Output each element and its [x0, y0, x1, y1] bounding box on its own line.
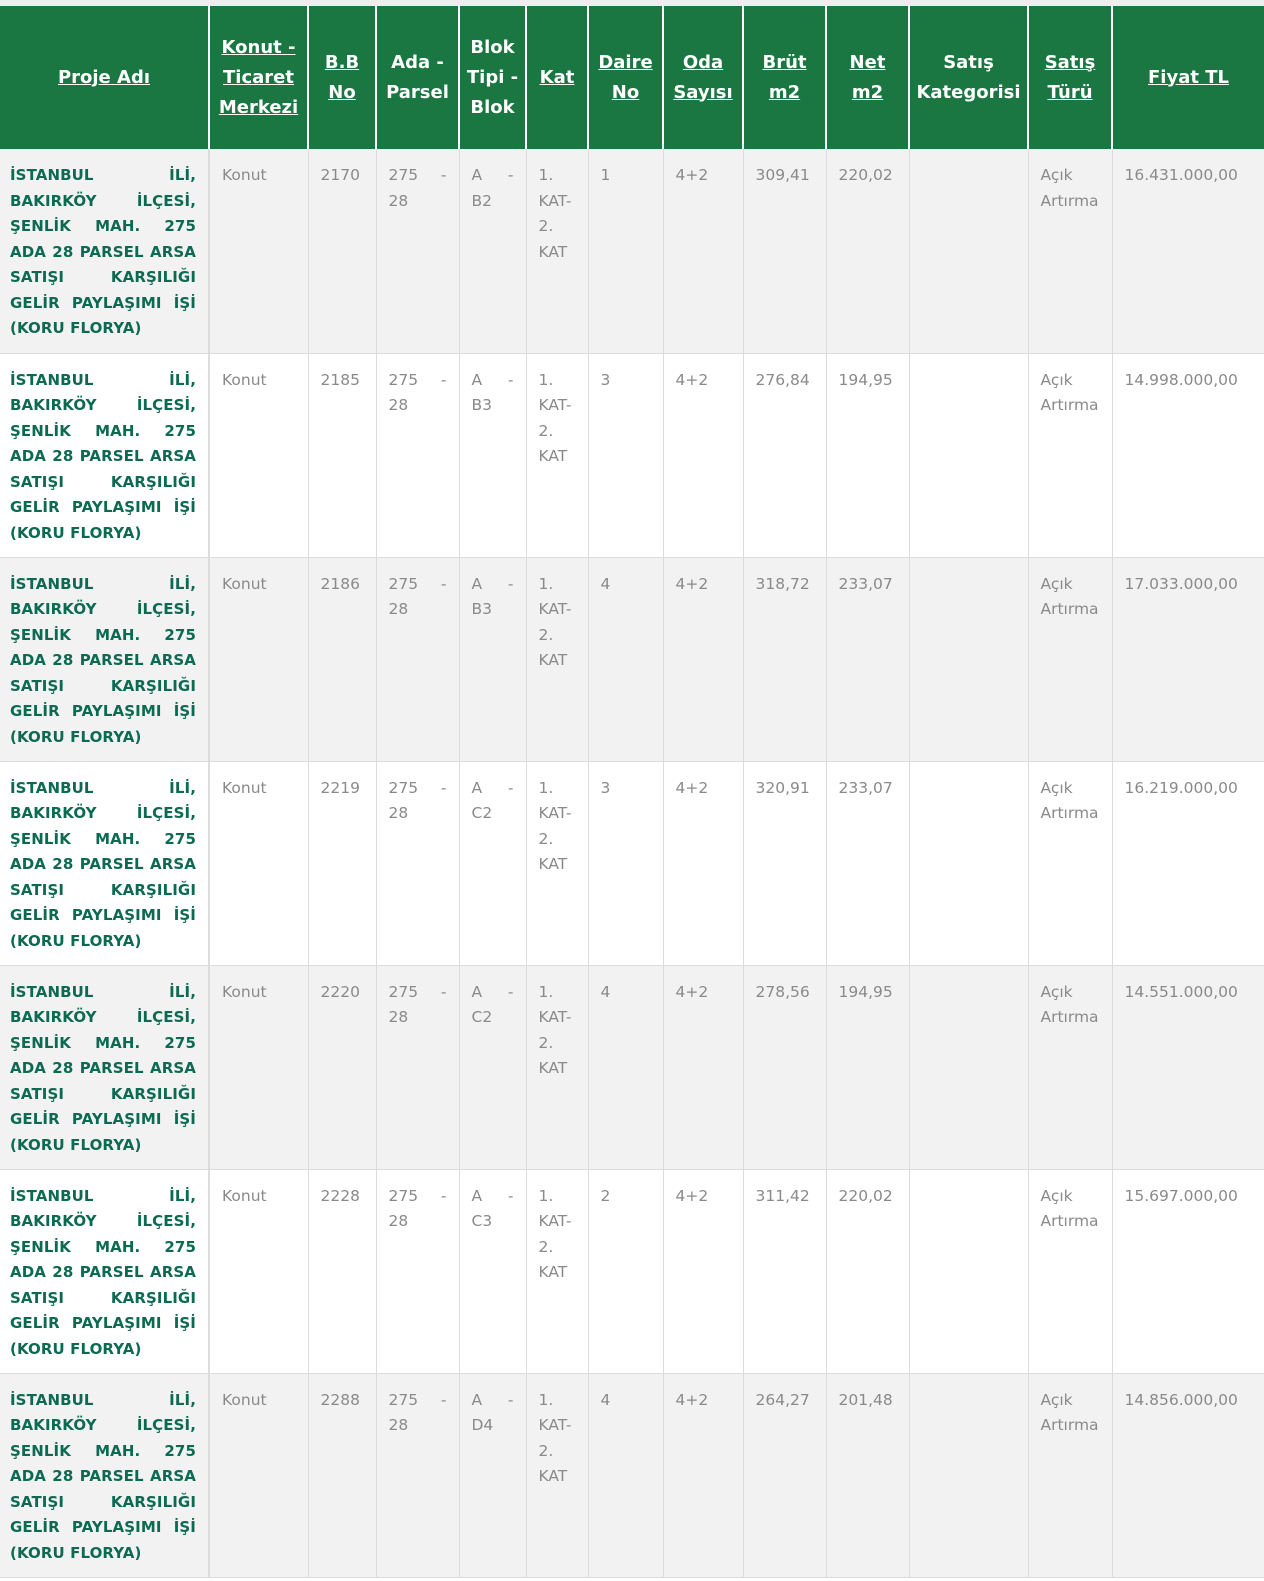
cell-bb: 2185 [308, 353, 376, 557]
cell-bb: 2170 [308, 149, 376, 353]
cell-net: 194,95 [826, 353, 909, 557]
cell-tur: Açık Artırma [1028, 353, 1112, 557]
column-header-ada [376, 6, 459, 149]
cell-fiyat: 14.551.000,00 [1112, 965, 1264, 1169]
column-header-kateg [909, 6, 1028, 149]
column-header-brut[interactable] [743, 6, 826, 149]
cell-tur: Açık Artırma [1028, 761, 1112, 965]
column-header-label[interactable]: Brüt m2 [762, 51, 807, 103]
cell-blok: A - C2 [459, 761, 526, 965]
column-header-label: Ada - Parsel [386, 51, 449, 103]
column-header-label[interactable]: B.B No [324, 51, 360, 103]
cell-konut: Konut [209, 353, 308, 557]
column-header-oda[interactable] [663, 6, 743, 149]
cell-kat: 1. KAT- 2. KAT [526, 1169, 588, 1373]
column-header-blok [459, 6, 526, 149]
cell-tur: Açık Artırma [1028, 557, 1112, 761]
cell-proje[interactable]: İSTANBUL İLİ, BAKIRKÖY İLÇESİ, ŞENLİK MAH. 275 ADA 28 PARSEL ARSA SATIŞI KARŞILIĞI GELİR PAYLAŞIMI İŞİ (KORU FLORYA) [0, 761, 209, 965]
cell-ada: 275 - 28 [376, 1373, 459, 1577]
cell-blok: A - C2 [459, 965, 526, 1169]
cell-fiyat: 16.431.000,00 [1112, 149, 1264, 353]
cell-net: 201,48 [826, 1373, 909, 1577]
column-header-label: Satış Kategorisi [916, 51, 1021, 103]
table-body [0, 149, 1264, 1577]
cell-net: 233,07 [826, 557, 909, 761]
cell-kat: 1. KAT- 2. KAT [526, 149, 588, 353]
cell-kat: 1. KAT- 2. KAT [526, 761, 588, 965]
cell-tur: Açık Artırma [1028, 965, 1112, 1169]
cell-proje[interactable]: İSTANBUL İLİ, BAKIRKÖY İLÇESİ, ŞENLİK MAH. 275 ADA 28 PARSEL ARSA SATIŞI KARŞILIĞI GELİR PAYLAŞIMI İŞİ (KORU FLORYA) [0, 353, 209, 557]
cell-brut: 318,72 [743, 557, 826, 761]
column-header-label[interactable]: Kat [539, 66, 575, 88]
cell-kat: 1. KAT- 2. KAT [526, 353, 588, 557]
cell-brut: 320,91 [743, 761, 826, 965]
cell-oda: 4+2 [663, 761, 743, 965]
cell-brut: 278,56 [743, 965, 826, 1169]
column-header-label[interactable]: Satış Türü [1044, 51, 1096, 103]
cell-daire: 3 [588, 761, 663, 965]
cell-daire: 4 [588, 1373, 663, 1577]
column-header-net[interactable] [826, 6, 909, 149]
cell-kat: 1. KAT- 2. KAT [526, 1373, 588, 1577]
column-header-label[interactable]: Net m2 [849, 51, 886, 103]
column-header-label[interactable]: Proje Adı [57, 66, 151, 88]
cell-konut: Konut [209, 1373, 308, 1577]
cell-bb: 2219 [308, 761, 376, 965]
cell-fiyat: 15.697.000,00 [1112, 1169, 1264, 1373]
column-header-kat[interactable] [526, 6, 588, 149]
cell-konut: Konut [209, 761, 308, 965]
cell-proje[interactable]: İSTANBUL İLİ, BAKIRKÖY İLÇESİ, ŞENLİK MAH. 275 ADA 28 PARSEL ARSA SATIŞI KARŞILIĞI GELİR PAYLAŞIMI İŞİ (KORU FLORYA) [0, 965, 209, 1169]
cell-net: 233,07 [826, 761, 909, 965]
cell-proje[interactable]: İSTANBUL İLİ, BAKIRKÖY İLÇESİ, ŞENLİK MAH. 275 ADA 28 PARSEL ARSA SATIŞI KARŞILIĞI GELİR PAYLAŞIMI İŞİ (KORU FLORYA) [0, 1373, 209, 1577]
table-row[interactable] [0, 149, 1264, 353]
cell-daire: 3 [588, 353, 663, 557]
cell-daire: 1 [588, 149, 663, 353]
column-header-bb[interactable] [308, 6, 376, 149]
cell-blok: A - B2 [459, 149, 526, 353]
cell-konut: Konut [209, 965, 308, 1169]
table-header [0, 6, 1264, 149]
column-header-tur[interactable] [1028, 6, 1112, 149]
cell-proje[interactable]: İSTANBUL İLİ, BAKIRKÖY İLÇESİ, ŞENLİK MAH. 275 ADA 28 PARSEL ARSA SATIŞI KARŞILIĞI GELİR PAYLAŞIMI İŞİ (KORU FLORYA) [0, 149, 209, 353]
cell-proje[interactable]: İSTANBUL İLİ, BAKIRKÖY İLÇESİ, ŞENLİK MAH. 275 ADA 28 PARSEL ARSA SATIŞI KARŞILIĞI GELİR PAYLAŞIMI İŞİ (KORU FLORYA) [0, 1169, 209, 1373]
listing-table [0, 6, 1264, 1578]
cell-blok: A - D4 [459, 1373, 526, 1577]
cell-tur: Açık Artırma [1028, 1169, 1112, 1373]
cell-fiyat: 14.856.000,00 [1112, 1373, 1264, 1577]
cell-proje[interactable]: İSTANBUL İLİ, BAKIRKÖY İLÇESİ, ŞENLİK MAH. 275 ADA 28 PARSEL ARSA SATIŞI KARŞILIĞI GELİR PAYLAŞIMI İŞİ (KORU FLORYA) [0, 557, 209, 761]
cell-blok: A - C3 [459, 1169, 526, 1373]
cell-oda: 4+2 [663, 1373, 743, 1577]
column-header-label[interactable]: Fiyat TL [1148, 66, 1229, 88]
cell-kateg [909, 1169, 1028, 1373]
table-row[interactable] [0, 353, 1264, 557]
cell-net: 220,02 [826, 1169, 909, 1373]
cell-kateg [909, 149, 1028, 353]
cell-konut: Konut [209, 149, 308, 353]
cell-ada: 275 - 28 [376, 965, 459, 1169]
cell-ada: 275 - 28 [376, 557, 459, 761]
table-row[interactable] [0, 1169, 1264, 1373]
cell-brut: 311,42 [743, 1169, 826, 1373]
cell-daire: 4 [588, 965, 663, 1169]
cell-net: 220,02 [826, 149, 909, 353]
cell-bb: 2220 [308, 965, 376, 1169]
column-header-konut[interactable] [209, 6, 308, 149]
cell-kat: 1. KAT- 2. KAT [526, 965, 588, 1169]
cell-kateg [909, 353, 1028, 557]
cell-kateg [909, 1373, 1028, 1577]
cell-daire: 4 [588, 557, 663, 761]
cell-kateg [909, 557, 1028, 761]
column-header-proje[interactable] [0, 6, 209, 149]
cell-blok: A - B3 [459, 353, 526, 557]
cell-brut: 264,27 [743, 1373, 826, 1577]
cell-oda: 4+2 [663, 353, 743, 557]
cell-ada: 275 - 28 [376, 1169, 459, 1373]
cell-fiyat: 17.033.000,00 [1112, 557, 1264, 761]
cell-konut: Konut [209, 1169, 308, 1373]
cell-fiyat: 16.219.000,00 [1112, 761, 1264, 965]
cell-daire: 2 [588, 1169, 663, 1373]
cell-fiyat: 14.998.000,00 [1112, 353, 1264, 557]
cell-brut: 276,84 [743, 353, 826, 557]
column-header-label[interactable]: Konut - Ticaret Merkezi [218, 36, 299, 118]
table-row[interactable] [0, 965, 1264, 1169]
column-header-label: Blok Tipi - Blok [466, 36, 519, 118]
table-row[interactable] [0, 557, 1264, 761]
cell-brut: 309,41 [743, 149, 826, 353]
cell-kateg [909, 761, 1028, 965]
cell-kateg [909, 965, 1028, 1169]
cell-bb: 2288 [308, 1373, 376, 1577]
column-header-daire[interactable] [588, 6, 663, 149]
column-header-fiyat[interactable] [1112, 6, 1264, 149]
cell-oda: 4+2 [663, 557, 743, 761]
cell-ada: 275 - 28 [376, 353, 459, 557]
cell-bb: 2186 [308, 557, 376, 761]
cell-blok: A - B3 [459, 557, 526, 761]
header-row [0, 6, 1264, 149]
cell-ada: 275 - 28 [376, 761, 459, 965]
cell-kat: 1. KAT- 2. KAT [526, 557, 588, 761]
column-header-label[interactable]: Oda Sayısı [673, 51, 733, 103]
cell-oda: 4+2 [663, 1169, 743, 1373]
column-header-label[interactable]: Daire No [598, 51, 653, 103]
cell-tur: Açık Artırma [1028, 1373, 1112, 1577]
cell-oda: 4+2 [663, 965, 743, 1169]
cell-bb: 2228 [308, 1169, 376, 1373]
table-row[interactable] [0, 1373, 1264, 1577]
cell-tur: Açık Artırma [1028, 149, 1112, 353]
cell-ada: 275 - 28 [376, 149, 459, 353]
cell-net: 194,95 [826, 965, 909, 1169]
cell-oda: 4+2 [663, 149, 743, 353]
cell-konut: Konut [209, 557, 308, 761]
table-row[interactable] [0, 761, 1264, 965]
